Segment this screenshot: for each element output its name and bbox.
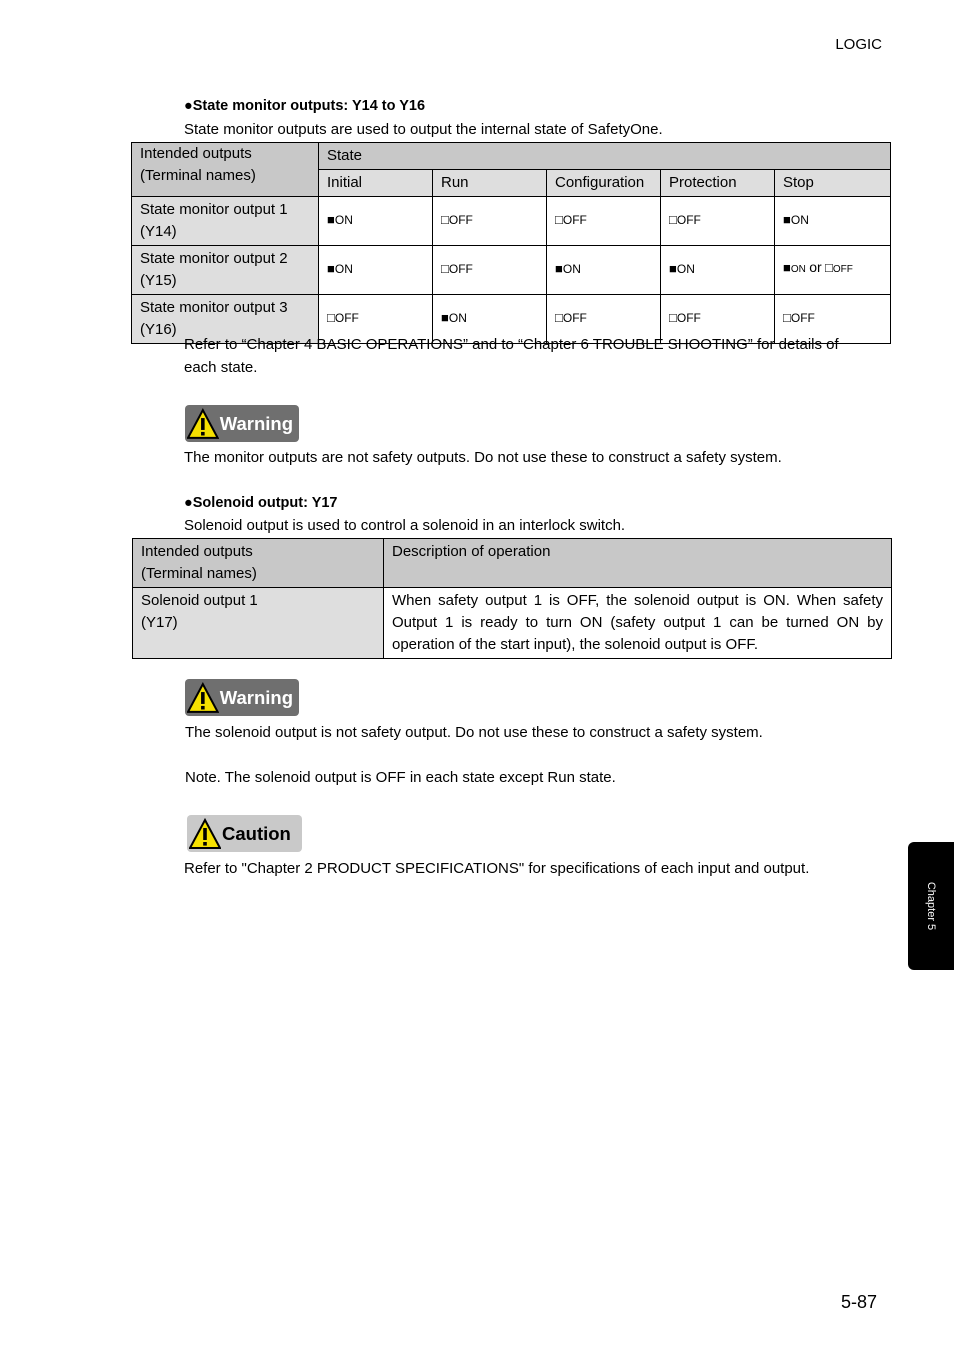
state-cell: □OFF [661,295,775,344]
state-cell: □OFF [547,197,661,246]
state-cell: ■ON [661,246,775,295]
state-cell: ■ON [433,295,547,344]
caution-badge [187,815,302,852]
warning2-text: The solenoid output is not safety output. Do not use these to construct a safety system. [185,724,763,741]
row-description: When safety output 1 is OFF, the solenoid output is ON. When safety Output 1 is ready to turn ON (safety output 1 can be turned ON by operation of the start input), the solenoid output is OFF. [384,588,892,659]
row-label: State monitor output 2 (Y15) [132,246,319,295]
table-row [132,197,891,246]
state-stop: Stop [775,170,891,197]
caution-text: Refer to "Chapter 2 PRODUCT SPECIFICATIONS" for specifications of each input and output. [184,860,810,877]
state-cell: ■ON [319,197,433,246]
header-intended-outputs: Intended outputs (Terminal names) [132,143,319,197]
row-label: State monitor output 1 (Y14) [132,197,319,246]
table-row [132,246,891,295]
caution-label: Caution [222,822,291,844]
section1-heading: ●State monitor outputs: Y14 to Y16 [184,98,426,114]
state-cell: □OFF [547,295,661,344]
table-row [133,588,892,659]
state-cell: ■ON [775,197,891,246]
solenoid-output-table [132,538,892,659]
warning-badge [185,679,299,716]
section1-intro: State monitor outputs are used to output the internal state of SafetyOne. [184,121,663,138]
warning-triangle-icon [187,682,219,714]
header-intended-outputs: Intended outputs (Terminal names) [133,539,384,588]
state-cell: □OFF [319,295,433,344]
row-label: Solenoid output 1 (Y17) [133,588,384,659]
warning-badge [185,405,299,442]
state-run: Run [433,170,547,197]
state-configuration: Configuration [547,170,661,197]
state-cell: ■ON [547,246,661,295]
header-section-label: LOGIC [835,36,882,53]
warning1-text: The monitor outputs are not safety outputs. Do not use these to construct a safety system. [184,449,782,466]
warning-triangle-icon [187,408,219,440]
page-number: 5-87 [841,1292,878,1312]
state-cell: ■ON [319,246,433,295]
section2-heading: ●Solenoid output: Y17 [184,495,338,511]
chapter-side-tab: Chapter 5 [908,842,954,970]
note-text: Note. The solenoid output is OFF in each state except Run state. [185,769,616,786]
header-state: State [319,143,891,170]
state-protection: Protection [661,170,775,197]
state-initial: Initial [319,170,433,197]
state-cell: □OFF [775,295,891,344]
warning-label: Warning [219,686,293,708]
state-cell: □OFF [433,197,547,246]
state-cell: □OFF [433,246,547,295]
state-cell: □OFF [661,197,775,246]
state-monitor-table [131,142,891,344]
state-cell: ■ON or □OFF [775,246,891,295]
header-description: Description of operation [384,539,892,588]
section2-intro: Solenoid output is used to control a solenoid in an interlock switch. [184,517,626,534]
warning-label: Warning [219,412,293,434]
row-label: State monitor output 3 (Y16) [132,295,319,344]
refer-chapters-text: Refer to “Chapter 4 BASIC OPERATIONS” and to “Chapter 6 TROUBLE SHOOTING” for details of each state. [184,336,839,376]
warning-triangle-icon [189,818,221,850]
